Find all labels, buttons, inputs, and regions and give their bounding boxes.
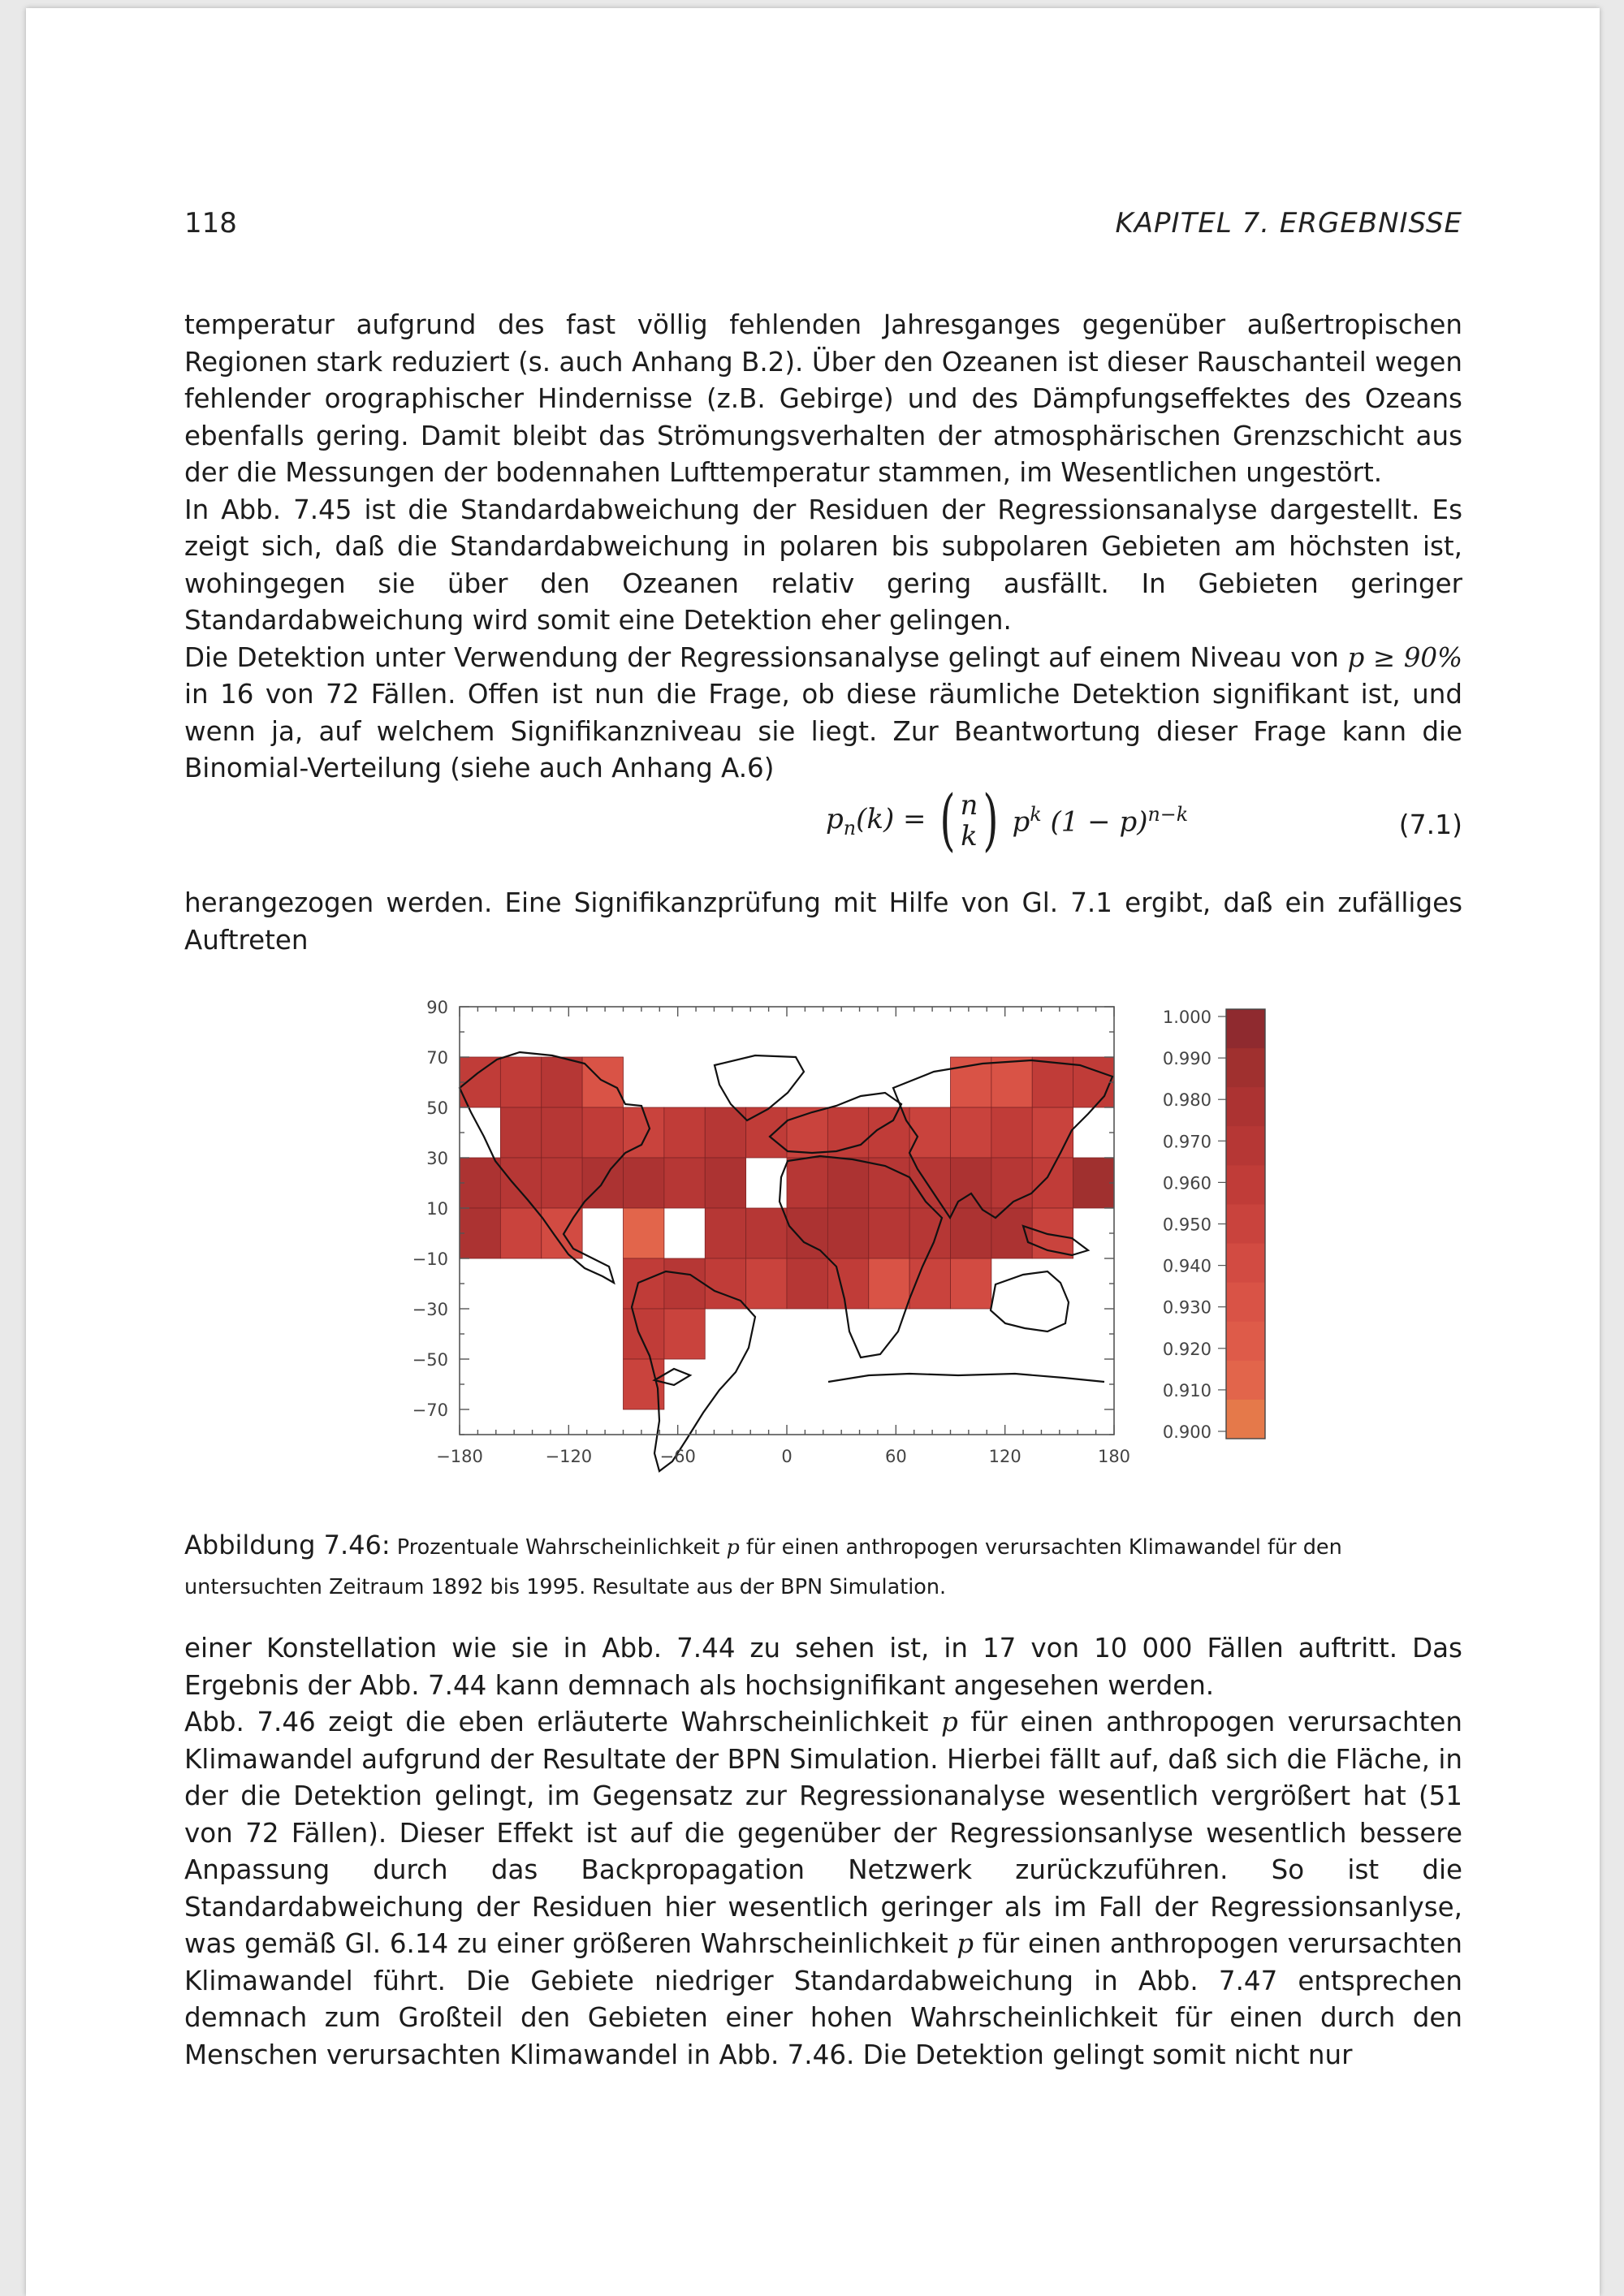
heatmap-cell bbox=[746, 1208, 787, 1258]
heatmap-cell bbox=[951, 1107, 991, 1158]
colorbar-segment bbox=[1226, 1126, 1265, 1166]
colorbar-segment bbox=[1226, 1244, 1265, 1284]
heatmap-cell bbox=[827, 1208, 868, 1258]
heatmap-cell bbox=[624, 1258, 664, 1309]
binomial-coefficient: ( n k ) bbox=[939, 782, 1000, 859]
colorbar-label: 0.970 bbox=[1162, 1132, 1212, 1152]
heatmap-cell bbox=[582, 1107, 623, 1158]
colorbar-label: 0.930 bbox=[1162, 1297, 1212, 1318]
colorbar-label: 0.910 bbox=[1162, 1380, 1212, 1400]
heatmap-cell bbox=[869, 1158, 909, 1208]
inline-math: p ≥ 90% bbox=[1347, 641, 1462, 673]
heatmap-cell bbox=[951, 1258, 991, 1309]
colorbar-segment bbox=[1226, 1087, 1265, 1127]
colorbar-label: 0.960 bbox=[1162, 1173, 1212, 1193]
heatmap-cell bbox=[664, 1309, 705, 1359]
colorbar-label: 0.900 bbox=[1162, 1422, 1212, 1442]
text-run: Die Detektion unter Verwendung der Regressionsanalyse gelingt auf einem Niveau von bbox=[184, 641, 1348, 673]
chapter-title: KAPITEL 7. ERGEBNISSE bbox=[1115, 207, 1462, 240]
heatmap-cell bbox=[460, 1158, 500, 1208]
heatmap-cell bbox=[582, 1057, 623, 1107]
heatmap-cell bbox=[787, 1107, 827, 1158]
heatmap-cell bbox=[705, 1158, 745, 1208]
heatmap-cell bbox=[624, 1158, 664, 1208]
caption-text: Prozentuale Wahrscheinlichkeit p für einen anthropogen verursachten Klimawandel für den untersuchten Zeitraum 1892 bis 1995. Resultate aus der BPN Simulation. bbox=[184, 1535, 1342, 1599]
heatmap-cell bbox=[1073, 1158, 1114, 1208]
y-tick-label: 70 bbox=[426, 1048, 448, 1068]
colorbar-segment bbox=[1226, 1283, 1265, 1323]
heatmap-cell bbox=[951, 1208, 991, 1258]
page-number: 118 bbox=[184, 207, 237, 240]
body-text-bottom bbox=[184, 1630, 1462, 2074]
colorbar-segment bbox=[1226, 1048, 1265, 1088]
y-tick-label: −30 bbox=[412, 1300, 448, 1319]
heatmap-cell bbox=[827, 1158, 868, 1208]
heatmap-cell bbox=[869, 1258, 909, 1309]
heatmap-cell bbox=[705, 1208, 745, 1258]
text-run: Abb. 7.46 zeigt die eben erläuterte Wahrscheinlichkeit bbox=[184, 1707, 942, 1737]
heatmap-cell bbox=[500, 1107, 541, 1158]
heatmap-cell bbox=[664, 1158, 705, 1208]
x-tick-label: 60 bbox=[884, 1447, 907, 1466]
y-tick-label: 10 bbox=[426, 1199, 448, 1219]
colorbar-label: 0.950 bbox=[1162, 1215, 1212, 1235]
heatmap-cell bbox=[664, 1258, 705, 1309]
y-tick-label: −10 bbox=[412, 1249, 448, 1269]
heatmap-cell bbox=[869, 1208, 909, 1258]
colorbar-segment bbox=[1226, 1400, 1265, 1439]
heatmap-cell bbox=[500, 1057, 541, 1107]
heatmap-cell bbox=[1032, 1158, 1073, 1208]
heatmap-cell bbox=[460, 1208, 500, 1258]
heatmap-cell bbox=[746, 1258, 787, 1309]
heatmap-cell bbox=[991, 1107, 1032, 1158]
colorbar-label: 0.990 bbox=[1162, 1049, 1212, 1069]
heatmap-cell bbox=[787, 1158, 827, 1208]
paragraph: einer Konstellation wie sie in Abb. 7.44 zu sehen ist, in 17 von 10 000 Fällen auftritt. Das Ergebnis der Abb. 7.44 kann demnach als hochsignifikant angesehen werden. bbox=[184, 1633, 1462, 1701]
paragraph bbox=[184, 1704, 1462, 2074]
text-run: für einen anthropogen verursachten Klimawandel aufgrund der Resultate der BPN Simulation. Hierbei fällt auf, daß sich die Fläche, in der die Detektion gelingt, im Gegensatz zur Regressionanalyse wesentlich vergrößert hat (51 von 72 Fällen). Dieser Effekt ist auf die gegenüber der Regressionsanlyse wesentlich bessere Anpassung durch das Backpropagation Netzwerk zurückzuführen. So ist die Standardabweichung der Residuen hier wesentlich geringer als im Fall der Regressionsanlyse, was gemäß Gl. 6.14 zu einer größeren Wahrscheinlichkeit bbox=[184, 1707, 1462, 1959]
y-tick-label: 50 bbox=[426, 1098, 448, 1118]
paragraph: In Abb. 7.45 ist die Standardabweichung der Residuen der Regressionsanalyse dargestellt. Es zeigt sich, daß die Standardabweichung in polaren bis subpolaren Gebieten am höchsten ist, wohingegen sie über den Ozeanen relativ gering ausfällt. In Gebieten geringer Standardabweichung wird somit eine Detektion eher gelingen. bbox=[184, 494, 1462, 636]
colorbar-label: 0.980 bbox=[1162, 1090, 1212, 1111]
heatmap-cell bbox=[827, 1258, 868, 1309]
text-run: für einen anthropogen verursachten Klimawandel führt. Die Gebiete niedriger Standardabweichung in Abb. 7.47 entsprechen demnach zum Großteil den Gebieten einer hohen Wahrscheinlichkeit für einen durch den Menschen verursachten Klimawandel in Abb. 7.46. Die Detektion gelingt somit nicht nur bbox=[184, 1928, 1462, 2070]
colorbar-segment bbox=[1226, 1165, 1265, 1205]
heatmap-cell bbox=[624, 1208, 664, 1258]
y-tick-label: 90 bbox=[426, 998, 448, 1017]
eq-lhs: $p_n(k)$ = bbox=[826, 802, 926, 839]
colorbar-label: 1.000 bbox=[1162, 1008, 1212, 1027]
inline-math: p bbox=[957, 1928, 974, 1959]
colorbar-segment bbox=[1226, 1361, 1265, 1400]
heatmap-cell bbox=[746, 1107, 787, 1158]
text-run: in 16 von 72 Fällen. Offen ist nun die Frage, ob diese räumliche Detektion signifikant ist, und wenn ja, auf welchem Signifikanzniveau sie liegt. Zur Beantwortung dieser Frage kann die Binomial-Verteilung (siehe auch Anhang A.6) bbox=[184, 679, 1462, 783]
heatmap-cell bbox=[624, 1309, 664, 1359]
heatmap-cell bbox=[827, 1107, 868, 1158]
colorbar-segment bbox=[1226, 1009, 1265, 1049]
x-tick-label: 120 bbox=[988, 1447, 1021, 1466]
y-tick-label: 30 bbox=[426, 1149, 448, 1168]
colorbar-segment bbox=[1226, 1204, 1265, 1244]
colorbar-segment bbox=[1226, 1322, 1265, 1362]
heatmap-cells bbox=[460, 1057, 1114, 1409]
colorbar-label: 0.940 bbox=[1162, 1256, 1212, 1276]
x-tick-label: −60 bbox=[659, 1447, 696, 1466]
x-tick-label: −180 bbox=[436, 1447, 483, 1466]
paragraph: temperatur aufgrund des fast völlig fehlenden Jahresganges gegenüber außertropischen Regionen stark reduziert (s. auch Anhang B.2). Über den Ozeanen ist dieser Rauschanteil wegen fehlender orographischer Hindernisse (z.B. Gebirge) und des Dämpfungseffektes des Ozeans ebenfalls gering. Damit bleibt das Strömungsverhalten der atmosphärischen Grenzschicht aus der die Messungen der bodennahen Lufttemperatur stammen, im Wesentlichen ungestört. bbox=[184, 309, 1462, 488]
heatmap-cell bbox=[991, 1158, 1032, 1208]
australia-outline bbox=[991, 1271, 1069, 1331]
heatmap-cell bbox=[1032, 1107, 1073, 1158]
caption-label: Abbildung 7.46: bbox=[184, 1530, 391, 1560]
figure-caption bbox=[184, 1526, 1462, 1608]
y-tick-label: −70 bbox=[412, 1400, 448, 1420]
heatmap-cell bbox=[951, 1158, 991, 1208]
heatmap-cell bbox=[542, 1158, 582, 1208]
heatmap-cell bbox=[542, 1057, 582, 1107]
x-tick-label: 0 bbox=[781, 1447, 793, 1466]
equation-number: (7.1) bbox=[1398, 809, 1462, 840]
heatmap-cell bbox=[705, 1107, 745, 1158]
x-tick-label: 180 bbox=[1097, 1447, 1131, 1466]
antarctica-outline bbox=[828, 1374, 1104, 1382]
y-tick-label: −50 bbox=[412, 1350, 448, 1370]
x-tick-label: −120 bbox=[545, 1447, 593, 1466]
eq-rhs: $p^k$ $(1 - p)^{n-k}$ bbox=[1012, 803, 1189, 839]
inline-math: p bbox=[941, 1707, 958, 1737]
heatmap-cell bbox=[991, 1057, 1032, 1107]
heatmap-cell bbox=[500, 1158, 541, 1208]
colorbar-label: 0.920 bbox=[1162, 1339, 1212, 1359]
heatmap-cell bbox=[542, 1107, 582, 1158]
heatmap-cell bbox=[500, 1208, 541, 1258]
colorbar bbox=[1163, 1008, 1265, 1442]
heatmap-cell bbox=[664, 1107, 705, 1158]
heatmap-cell bbox=[787, 1258, 827, 1309]
paragraph: herangezogen werden. Eine Signifikanzprüfung mit Hilfe von Gl. 7.1 ergibt, daß ein zufälliges Auftreten bbox=[184, 887, 1462, 956]
